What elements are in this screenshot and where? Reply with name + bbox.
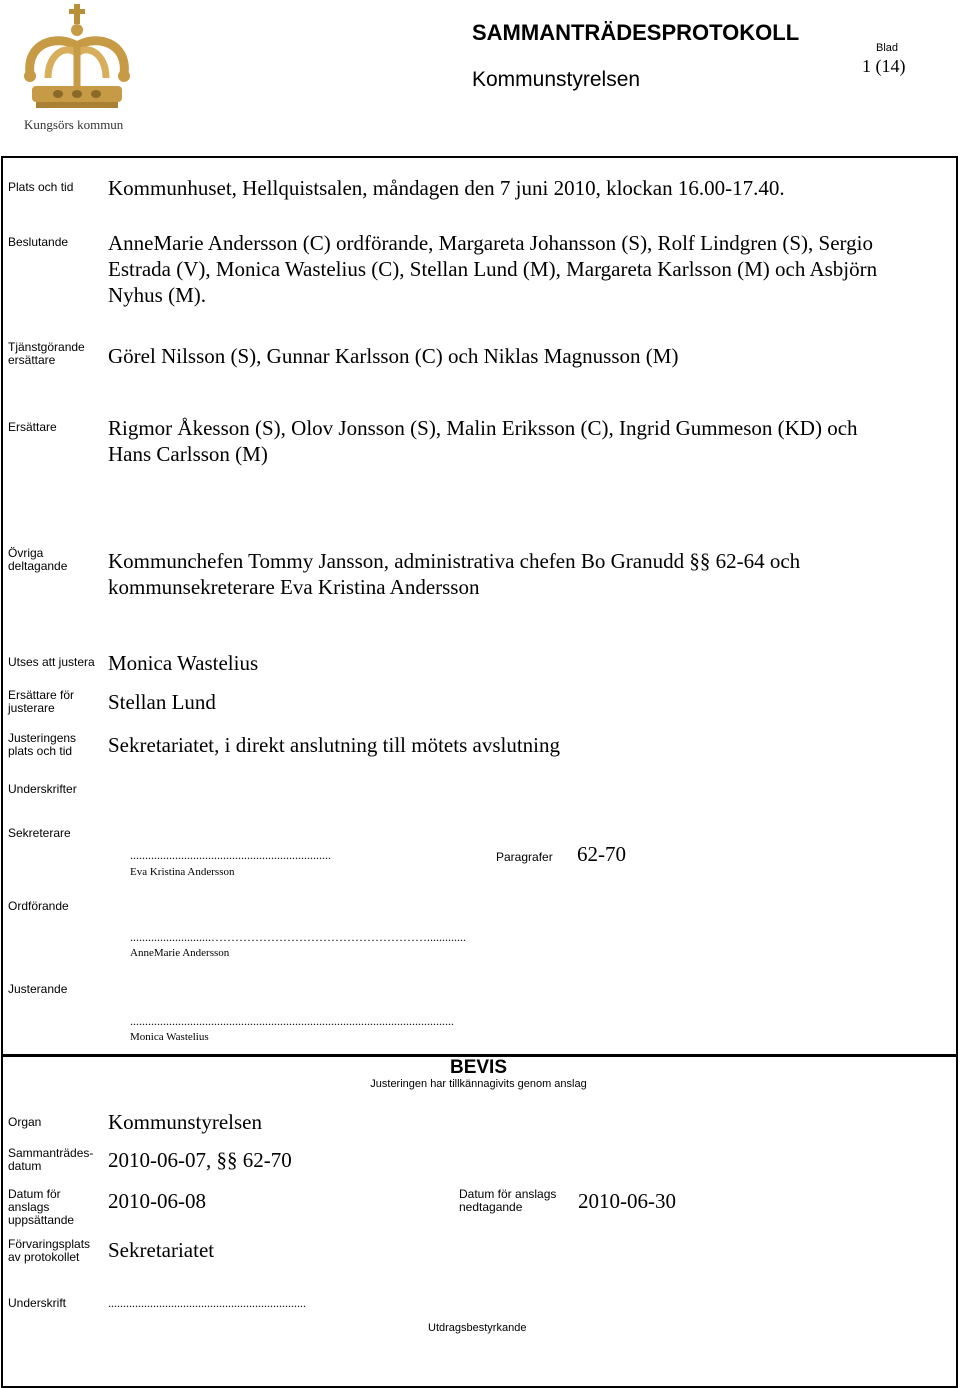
bevis-subtitle: Justeringen har tillkännagivits genom anslag [370, 1078, 587, 1090]
others-line-2: kommunsekreterare Eva Kristina Andersson [108, 575, 480, 599]
removed-date-label-line-1: Datum för anslags [459, 1187, 557, 1201]
signatures-heading: Underskrifter [8, 782, 77, 796]
sub-adjuster-label-line-2: justerare [8, 701, 55, 715]
others-line-1: Kommunchefen Tommy Jansson, administrativa chefen Bo Granudd §§ 62-64 och [108, 549, 801, 573]
organ-label: Organ [8, 1115, 42, 1129]
serving-substitutes-label [8, 341, 85, 367]
paragraphs-value: 62-70 [577, 842, 626, 866]
deciders-line-1: AnneMarie Andersson (C) ordförande, Margareta Johansson (S), Rolf Lindgren (S), Sergio [108, 231, 873, 255]
posted-date-value: 2010-06-08 [108, 1189, 206, 1213]
storage-label-line-2: av protokollet [8, 1250, 80, 1264]
posted-date-label-line-1: Datum för [8, 1187, 61, 1201]
removed-date-label-line-2: nedtagande [459, 1200, 523, 1214]
posted-date-label [8, 1188, 74, 1227]
sign-label: Underskrift [8, 1296, 67, 1310]
sub-adjuster-label [8, 689, 74, 715]
others-label-line-1: Övriga [8, 546, 44, 560]
serving-substitutes-value: Görel Nilsson (S), Gunnar Karlsson (C) och Niklas Magnusson (M) [108, 344, 679, 368]
sub-adjuster-value: Stellan Lund [108, 690, 216, 714]
adjusting-label: Justerande [8, 982, 68, 996]
substitutes-label: Ersättare [8, 420, 57, 434]
paragraphs-label: Paragrafer [496, 850, 553, 864]
bevis-title: BEVIS [449, 1057, 508, 1078]
sub-adjuster-label-line-1: Ersättare för [8, 688, 75, 702]
storage-value: Sekretariatet [108, 1238, 215, 1262]
removed-date-value: 2010-06-30 [578, 1189, 676, 1213]
meeting-date-label-line-1: Sammanträdes- [8, 1146, 94, 1160]
substitutes-line-2: Hans Carlsson (M) [108, 442, 268, 466]
secretary-label: Sekreterare [8, 826, 71, 840]
deciders-line-2: Estrada (V), Monica Wastelius (C), Stellan Lund (M), Margareta Karlsson (M) och Asbjörn [108, 257, 878, 281]
others-label [8, 547, 67, 573]
municipality-logo [18, 2, 138, 132]
adjusting-name: Monica Wastelius [130, 1031, 209, 1043]
posted-date-label-line-2: anslags [8, 1200, 50, 1214]
storage-label [8, 1238, 90, 1264]
logo-text: Kungsörs kommun [24, 117, 124, 132]
serving-label-line-2: ersättare [8, 353, 56, 367]
chair-signature-line: ...........................………………………………………………............. [130, 930, 466, 944]
sheet-number: 1 (14) [862, 56, 906, 76]
sheet-label: Blad [876, 42, 899, 54]
adjuster-value: Monica Wastelius [108, 651, 259, 675]
adjuster-label: Utses att justera [8, 655, 95, 669]
deciders-label: Beslutande [8, 235, 69, 249]
chair-label: Ordförande [8, 899, 69, 913]
organ-value: Kommunstyrelsen [108, 1110, 262, 1134]
adjustment-place-value: Sekretariatet, i direkt anslutning till mötets avslutning [108, 733, 561, 757]
adjustment-place-label-line-2: plats och tid [8, 744, 73, 758]
crown-logo-graphic [18, 2, 138, 120]
body-name: Kommunstyrelsen [472, 68, 641, 91]
chair-name: AnneMarie Andersson [130, 947, 230, 959]
secretary-signature-line: ................................................................... [130, 848, 331, 862]
meeting-date-label-line-2: datum [8, 1159, 42, 1173]
sign-caption: Utdragsbestyrkande [428, 1322, 527, 1334]
meeting-date-value: 2010-06-07, §§ 62-70 [108, 1148, 292, 1172]
sign-line: .................................................................. [108, 1296, 306, 1310]
place-label: Plats och tid [8, 180, 74, 194]
adjustment-place-label-line-1: Justeringens [8, 731, 77, 745]
bevis-frame [1, 1054, 958, 1388]
posted-date-label-line-3: uppsättande [8, 1213, 75, 1227]
adjustment-place-label [8, 732, 76, 758]
deciders-line-3: Nyhus (M). [108, 283, 206, 307]
others-label-line-2: deltagande [8, 559, 68, 573]
storage-label-line-1: Förvaringsplats [8, 1237, 91, 1251]
secretary-name: Eva Kristina Andersson [130, 866, 235, 878]
place-value: Kommunhuset, Hellquistsalen, måndagen den 7 juni 2010, klockan 16.00-17.40. [108, 176, 785, 200]
serving-label-line-1: Tjänstgörande [8, 340, 85, 354]
removed-date-label [459, 1188, 556, 1214]
meeting-date-label [8, 1147, 93, 1173]
substitutes-line-1: Rigmor Åkesson (S), Olov Jonsson (S), Malin Eriksson (C), Ingrid Gummeson (KD) och [108, 416, 858, 440]
document-title: SAMMANTRÄDESPROTOKOLL [472, 20, 800, 45]
adjusting-signature-line: ............................................................................................................ [130, 1014, 454, 1028]
